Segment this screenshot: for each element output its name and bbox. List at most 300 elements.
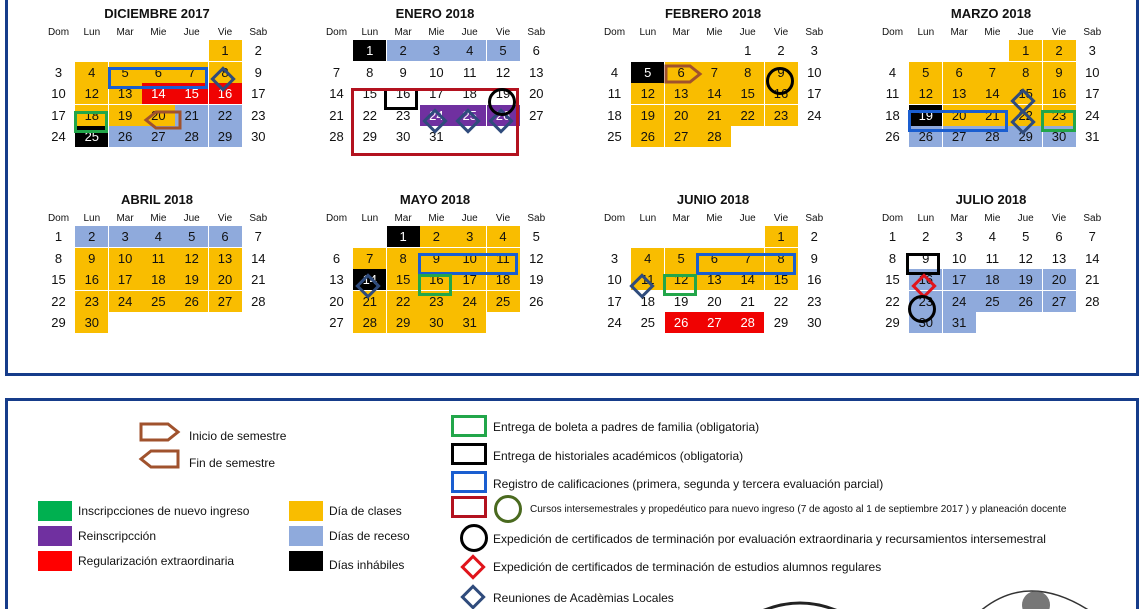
day-cell: 14 — [1085, 250, 1100, 266]
day-cell: 19 — [529, 272, 544, 288]
day-cell: 12 — [495, 64, 511, 80]
day-cell: 12 — [631, 83, 664, 104]
month-title: FEBRERO 2018 — [664, 6, 762, 21]
month-title: ENERO 2018 — [395, 6, 475, 21]
weekday-header: Vie — [1051, 213, 1067, 224]
day-cell: 18 — [462, 86, 477, 102]
day-cell: 24 — [807, 107, 822, 123]
day-cell: 8 — [888, 250, 897, 266]
cert-regular-diamond-icon — [460, 554, 485, 579]
day-cell: 6 — [665, 62, 698, 83]
day-cell: 16 — [909, 269, 942, 290]
day-cell: 19 — [109, 105, 142, 126]
day-cell: 21 — [976, 105, 1009, 126]
day-cell: 28 — [329, 129, 344, 145]
academies-diamond-icon — [460, 584, 485, 609]
day-cell: 14 — [698, 83, 731, 104]
day-cell: 19 — [909, 105, 942, 126]
day-cell: 21 — [740, 293, 755, 309]
day-cell: 7 — [332, 64, 341, 80]
day-cell: 23 — [909, 291, 942, 312]
legend-regularization: Regularización extraordinaria — [78, 554, 235, 568]
weekday-header: Mie — [150, 213, 167, 224]
day-cell: 9 — [1043, 62, 1076, 83]
day-cell: 15 — [1009, 83, 1042, 104]
day-cell: 26 — [885, 129, 900, 145]
day-cell: 6 — [1055, 229, 1063, 244]
day-cell: 17 — [453, 269, 486, 290]
day-cell: 12 — [665, 269, 698, 290]
day-cell: 28 — [698, 126, 731, 147]
weekday-header: Mie — [984, 27, 1001, 38]
day-cell: 8 — [54, 250, 63, 266]
day-cell: 2 — [1043, 40, 1076, 61]
day-cell: 1 — [54, 229, 63, 244]
weekday-header: Mie — [706, 27, 723, 38]
day-cell: 30 — [75, 312, 108, 333]
weekday-header: Mar — [950, 213, 968, 224]
day-cell: 9 — [922, 250, 930, 266]
day-cell: 10 — [607, 272, 622, 288]
day-cell: 17 — [429, 86, 444, 102]
day-cell: 20 — [707, 293, 722, 309]
weekday-header: Vie — [217, 27, 233, 38]
day-cell: 26 — [1009, 291, 1042, 312]
day-cell: 22 — [773, 293, 789, 309]
day-cell: 8 — [1009, 62, 1042, 83]
weekday-header: Sab — [805, 213, 824, 224]
day-cell: 28 — [175, 126, 208, 147]
day-cell: 15 — [362, 86, 378, 102]
month-title: DICIEMBRE 2017 — [104, 6, 210, 21]
day-cell: 17 — [807, 86, 822, 102]
day-cell: 27 — [665, 126, 698, 147]
day-cell: 22 — [1009, 105, 1042, 126]
legend-cert-extra: Expedición de certificados de terminación por evaluación extraordinaria y recursamientos intersemestral — [493, 532, 1046, 546]
weekday-header: Mie — [150, 27, 167, 38]
day-cell: 12 — [1018, 250, 1033, 266]
month-title: JUNIO 2018 — [676, 192, 750, 207]
day-cell: 6 — [332, 250, 341, 266]
day-cell: 6 — [943, 62, 976, 83]
day-cell: 9 — [399, 64, 407, 80]
legend-reenroll: Reinscripcción — [78, 529, 157, 543]
day-cell: 22 — [51, 293, 66, 309]
day-cell: 19 — [175, 269, 208, 290]
day-cell: 2 — [75, 226, 108, 247]
weekday-header: Dom — [603, 213, 626, 224]
weekday-header: Jue — [461, 27, 478, 38]
day-cell: 12 — [529, 250, 544, 266]
day-cell: 4 — [142, 226, 175, 247]
day-cell: 27 — [209, 291, 242, 312]
day-cell: 14 — [142, 83, 175, 104]
day-cell: 13 — [209, 248, 242, 269]
day-cell: 28 — [976, 126, 1009, 147]
day-cell: 30 — [1043, 126, 1076, 147]
day-cell: 5 — [665, 248, 698, 269]
day-cell: 3 — [54, 64, 63, 80]
report-cards-box-icon — [451, 415, 487, 437]
day-cell: 16 — [75, 269, 108, 290]
weekday-header: Mar — [950, 27, 968, 38]
weekday-header: Vie — [773, 27, 789, 38]
weekday-header: Dom — [47, 27, 70, 38]
nonworking-days-swatch — [289, 551, 323, 571]
day-cell: 26 — [631, 126, 664, 147]
day-cell: 18 — [607, 107, 622, 123]
day-cell: 27 — [142, 126, 175, 147]
weekday-header: Jue — [183, 213, 200, 224]
day-cell: 18 — [75, 105, 108, 126]
day-cell: 25 — [487, 291, 520, 312]
day-cell: 17 — [607, 293, 622, 309]
weekday-header: Lun — [83, 213, 101, 224]
legend-inicio: Inicio de semestre — [189, 429, 287, 443]
day-cell: 26 — [529, 293, 544, 309]
day-cell: 5 — [487, 40, 520, 61]
day-cell: 1 — [209, 40, 242, 61]
day-cell: 19 — [495, 86, 511, 102]
month-title: JULIO 2018 — [955, 192, 1027, 207]
day-cell: 6 — [698, 248, 731, 269]
weekday-header: Sab — [527, 213, 546, 224]
day-cell: 3 — [1088, 43, 1096, 58]
day-cell: 20 — [529, 86, 544, 102]
day-cell: 2 — [387, 40, 420, 61]
day-cell: 3 — [453, 226, 486, 247]
weekday-header: Jue — [1017, 213, 1034, 224]
day-cell: 30 — [251, 129, 266, 145]
day-cell: 24 — [51, 129, 66, 145]
day-cell: 29 — [387, 312, 420, 333]
weekday-header: Dom — [325, 27, 348, 38]
weekday-header: Lun — [361, 27, 379, 38]
month-4 — [876, 6, 1136, 176]
legend-class-days: Día de clases — [329, 504, 402, 518]
legend-new-enroll: Inscripcciones de nuevo ingreso — [78, 504, 250, 518]
new-enroll-swatch — [38, 501, 72, 521]
day-cell: 26 — [665, 312, 698, 333]
day-cell: 3 — [810, 43, 818, 58]
day-cell: 15 — [175, 83, 208, 104]
day-cell: 22 — [362, 107, 378, 123]
start-semester-arrow-icon — [138, 421, 182, 443]
day-cell: 14 — [353, 269, 386, 290]
day-cell: 19 — [1009, 269, 1042, 290]
day-cell: 11 — [142, 248, 175, 269]
grades-box-icon — [451, 471, 487, 493]
legend-grades: Registro de calificaciones (primera, segunda y tercera evaluación parcial) — [493, 477, 884, 491]
day-cell: 31 — [453, 312, 486, 333]
histories-box-icon — [451, 443, 487, 465]
day-cell: 1 — [765, 226, 798, 247]
day-cell: 20 — [142, 105, 175, 126]
day-cell: 18 — [885, 107, 900, 123]
weekday-header: Dom — [881, 213, 904, 224]
day-cell: 16 — [807, 272, 822, 288]
day-cell: 21 — [251, 272, 266, 288]
seal-outline-icon — [760, 599, 840, 609]
day-cell: 15 — [731, 83, 764, 104]
day-cell: 7 — [698, 62, 731, 83]
day-cell: 6 — [142, 62, 175, 83]
day-cell: 11 — [607, 86, 622, 102]
weekday-header: Mar — [116, 213, 134, 224]
day-cell: 25 — [976, 291, 1009, 312]
day-cell: 7 — [175, 62, 208, 83]
day-cell: 12 — [909, 83, 942, 104]
day-cell: 9 — [420, 248, 453, 269]
legend-fin: Fin de semestre — [189, 456, 276, 470]
day-cell: 14 — [731, 269, 764, 290]
weekday-header: Mie — [706, 213, 723, 224]
day-cell: 13 — [529, 64, 544, 80]
day-cell: 11 — [631, 269, 664, 290]
courses-box-icon — [451, 496, 487, 518]
day-cell: 23 — [251, 107, 266, 123]
day-cell: 10 — [1085, 64, 1100, 80]
day-cell: 30 — [909, 312, 942, 333]
month-8 — [876, 192, 1136, 362]
day-cell: 19 — [631, 105, 664, 126]
day-cell: 24 — [453, 291, 486, 312]
month-title: MAYO 2018 — [399, 192, 471, 207]
day-cell: 18 — [976, 269, 1009, 290]
weekday-header: Mar — [672, 27, 690, 38]
day-cell: 22 — [885, 293, 900, 309]
day-cell: 6 — [532, 43, 540, 58]
day-cell: 3 — [955, 229, 963, 244]
month-2 — [320, 6, 580, 176]
legend-cert-regular: Expedición de certificados de terminación de estudios alumnos regulares — [493, 560, 882, 574]
day-cell: 29 — [773, 315, 789, 331]
day-cell: 4 — [75, 62, 108, 83]
weekday-header: Jue — [739, 213, 756, 224]
day-cell: 22 — [731, 105, 764, 126]
day-cell: 24 — [1085, 107, 1100, 123]
day-cell: 25 — [75, 126, 108, 147]
legend-report-cards: Entrega de boleta a padres de familia (obligatoria) — [493, 420, 760, 434]
weekday-header: Mar — [672, 213, 690, 224]
day-cell: 25 — [607, 129, 622, 145]
weekday-header: Dom — [47, 213, 70, 224]
day-cell: 23 — [420, 291, 453, 312]
day-cell: 21 — [1085, 272, 1100, 288]
day-cell: 21 — [329, 107, 344, 123]
day-cell: 8 — [366, 64, 374, 80]
legend-recess-days: Días de receso — [329, 529, 410, 543]
legend-courses: Cursos intersemestrales y propedéutico para nuevo ingreso (7 de agosto al 1 de septiembre 2017 ) y planeación docente — [530, 504, 1067, 515]
day-cell: 20 — [209, 269, 242, 290]
regularization-swatch — [38, 551, 72, 571]
day-cell: 19 — [673, 293, 689, 309]
day-cell: 17 — [943, 269, 976, 290]
day-cell: 17 — [1085, 86, 1100, 102]
day-cell: 7 — [353, 248, 386, 269]
mexican-coat-of-arms-icon — [968, 569, 1098, 609]
weekday-header: Dom — [603, 27, 626, 38]
day-cell: 18 — [487, 269, 520, 290]
day-cell: 4 — [888, 64, 897, 80]
day-cell: 16 — [1043, 83, 1076, 104]
day-cell: 6 — [209, 226, 242, 247]
weekday-header: Sab — [249, 27, 268, 38]
day-cell: 23 — [765, 105, 798, 126]
day-cell: 13 — [1051, 250, 1067, 266]
legend-nonworking-days: Días inhábiles — [329, 558, 405, 572]
weekday-header: Lun — [639, 213, 657, 224]
day-cell: 9 — [765, 62, 798, 83]
day-cell: 30 — [807, 315, 822, 331]
day-cell: 26 — [909, 126, 942, 147]
weekday-header: Dom — [325, 213, 348, 224]
day-cell: 1 — [744, 43, 752, 58]
weekday-header: Sab — [249, 213, 268, 224]
class-days-swatch — [289, 501, 323, 521]
day-cell: 27 — [943, 126, 976, 147]
day-cell: 11 — [462, 64, 477, 80]
day-cell: 5 — [532, 229, 540, 244]
weekday-header: Mar — [116, 27, 134, 38]
day-cell: 29 — [51, 315, 66, 331]
day-cell: 24 — [420, 105, 453, 126]
weekday-header: Sab — [527, 27, 546, 38]
day-cell: 29 — [209, 126, 242, 147]
day-cell: 2 — [420, 226, 453, 247]
day-cell: 7 — [731, 248, 764, 269]
month-3 — [598, 6, 858, 176]
weekday-header: Lun — [917, 27, 935, 38]
day-cell: 16 — [420, 269, 453, 290]
day-cell: 21 — [698, 105, 731, 126]
day-cell: 9 — [75, 248, 108, 269]
day-cell: 16 — [765, 83, 798, 104]
day-cell: 21 — [353, 291, 386, 312]
day-cell: 14 — [329, 86, 344, 102]
day-cell: 2 — [254, 43, 262, 58]
day-cell: 23 — [807, 293, 822, 309]
day-cell: 5 — [1022, 229, 1030, 244]
weekday-header: Vie — [217, 213, 233, 224]
day-cell: 13 — [698, 269, 731, 290]
day-cell: 20 — [943, 105, 976, 126]
day-cell: 16 — [395, 86, 411, 102]
day-cell: 10 — [51, 86, 66, 102]
day-cell: 27 — [329, 315, 344, 331]
day-cell: 1 — [387, 226, 420, 247]
month-1 — [42, 6, 302, 176]
weekday-header: Lun — [361, 213, 379, 224]
day-cell: 14 — [251, 250, 266, 266]
day-cell: 12 — [175, 248, 208, 269]
day-cell: 1 — [1009, 40, 1042, 61]
day-cell: 27 — [1043, 291, 1076, 312]
day-cell: 5 — [909, 62, 942, 83]
day-cell: 7 — [254, 229, 262, 244]
day-cell: 10 — [807, 64, 822, 80]
weekday-header: Lun — [917, 213, 935, 224]
day-cell: 25 — [142, 291, 175, 312]
day-cell: 14 — [976, 83, 1009, 104]
month-7 — [598, 192, 858, 362]
legend-panel — [5, 398, 1139, 609]
day-cell: 18 — [640, 293, 656, 309]
weekday-header: Jue — [739, 27, 756, 38]
day-cell: 4 — [988, 229, 996, 244]
day-cell: 15 — [885, 272, 900, 288]
day-cell: 31 — [429, 129, 444, 145]
day-cell: 7 — [1088, 229, 1096, 244]
day-cell: 31 — [943, 312, 976, 333]
cert-extra-circle-icon — [460, 524, 488, 552]
day-cell: 11 — [885, 86, 900, 102]
day-cell: 24 — [607, 315, 622, 331]
weekday-header: Vie — [495, 27, 511, 38]
day-cell: 4 — [453, 40, 486, 61]
day-cell: 15 — [765, 269, 798, 290]
day-cell: 13 — [943, 83, 976, 104]
day-cell: 3 — [420, 40, 453, 61]
day-cell: 17 — [51, 107, 66, 123]
day-cell: 5 — [631, 62, 664, 83]
day-cell: 9 — [254, 64, 262, 80]
weekday-header: Vie — [495, 213, 511, 224]
day-cell: 24 — [109, 291, 142, 312]
day-cell: 8 — [731, 62, 764, 83]
day-cell: 13 — [109, 83, 142, 104]
weekday-header: Jue — [1017, 27, 1034, 38]
day-cell: 30 — [420, 312, 453, 333]
day-cell: 27 — [529, 107, 544, 123]
day-cell: 11 — [487, 248, 520, 269]
day-cell: 24 — [943, 291, 976, 312]
day-cell: 26 — [487, 105, 520, 126]
weekday-header: Mie — [428, 213, 445, 224]
legend-histories: Entrega de historiales académicos (obligatoria) — [493, 449, 744, 463]
day-cell: 5 — [175, 226, 208, 247]
day-cell: 22 — [209, 105, 242, 126]
weekday-header: Mie — [428, 27, 445, 38]
day-cell: 23 — [1043, 105, 1076, 126]
day-cell: 8 — [387, 248, 420, 269]
day-cell: 8 — [209, 62, 242, 83]
day-cell: 25 — [453, 105, 486, 126]
day-cell: 2 — [777, 43, 785, 58]
weekday-header: Jue — [183, 27, 200, 38]
day-cell: 12 — [75, 83, 108, 104]
weekday-header: Vie — [773, 213, 789, 224]
day-cell: 23 — [75, 291, 108, 312]
weekday-header: Sab — [1083, 27, 1102, 38]
day-cell: 1 — [353, 40, 386, 61]
weekday-header: Lun — [83, 27, 101, 38]
calendar-panel — [5, 0, 1139, 376]
day-cell: 20 — [329, 293, 344, 309]
weekday-header: Lun — [639, 27, 657, 38]
weekday-header: Mar — [394, 213, 412, 224]
day-cell: 13 — [665, 83, 698, 104]
day-cell: 21 — [175, 105, 208, 126]
day-cell: 28 — [251, 293, 266, 309]
recess-days-swatch — [289, 526, 323, 546]
month-5 — [42, 192, 302, 362]
weekday-header: Mie — [984, 213, 1001, 224]
day-cell: 17 — [251, 86, 266, 102]
day-cell: 11 — [985, 250, 1000, 266]
day-cell: 15 — [51, 272, 66, 288]
day-cell: 4 — [610, 64, 619, 80]
